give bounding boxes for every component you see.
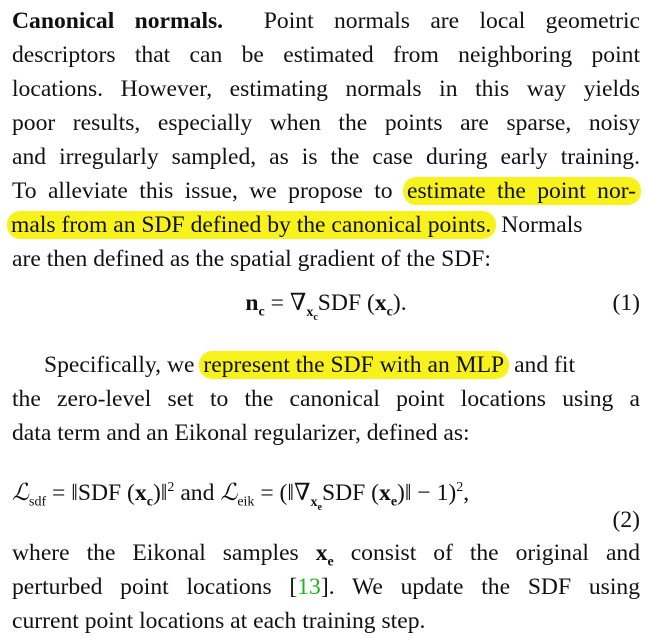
eq-symbol: x — [374, 290, 387, 316]
eq-symbol: ℒ — [220, 477, 238, 506]
eq-subscript: e — [390, 494, 398, 510]
paragraph-line: data term and an Eikonal regularizer, defined as: — [12, 420, 470, 446]
paragraph-line — [12, 570, 640, 604]
eq-symbol: x — [306, 304, 314, 320]
eq-subscript — [306, 304, 318, 323]
eq-operator: = — [260, 479, 274, 506]
highlighted-text: represent the SDF with an MLP — [200, 352, 508, 378]
text-span: Specifically, we — [44, 352, 195, 378]
paragraph-line — [12, 536, 640, 570]
text-span: To alleviate this issue, we propose to — [12, 178, 393, 204]
eq-superscript: 2 — [167, 480, 175, 495]
equation-1 — [12, 283, 640, 323]
eq-function: SDF — [317, 290, 362, 316]
eq-subscript: c — [386, 304, 393, 320]
eq-text: (‖∇ — [279, 479, 311, 506]
eq-subscript: e — [317, 501, 322, 513]
text-span: Point normals are local geometric — [263, 8, 641, 34]
text-span: where the Eikonal samples — [12, 540, 299, 566]
eq-operator: = — [270, 290, 284, 316]
text-span: consist of the original and — [350, 540, 641, 566]
paragraph-line: and irregularly sampled, as is the case during early training. — [12, 144, 640, 170]
eq-symbol: ℒ — [12, 477, 29, 506]
equation-body — [12, 283, 640, 338]
eq-subscript: eik — [237, 494, 255, 510]
eq-operator: ∇ — [289, 290, 307, 316]
section-heading: Canonical normals. — [12, 8, 224, 34]
eq-paren: ) — [392, 290, 401, 316]
paragraph-line — [12, 4, 640, 38]
citation-link[interactable]: 13 — [297, 574, 321, 600]
paragraph-line: current point locations at each training step. — [12, 608, 426, 634]
eq-text: )‖ — [152, 479, 168, 506]
text-span: ]. We update the SDF using — [320, 574, 640, 600]
text-span: perturbed point locations [ — [12, 574, 298, 600]
eq-punct: , — [463, 479, 470, 506]
eq-symbol: x — [310, 494, 318, 510]
eq-operator: = — [52, 479, 66, 506]
highlighted-text: mals from an SDF defined by the canonical points. — [8, 212, 495, 238]
text-span: and fit — [514, 352, 576, 378]
paragraph-line: descriptors that can be estimated from neighboring point — [12, 42, 640, 68]
eq-subscript: c — [258, 304, 265, 320]
eq-paren: ( — [366, 290, 375, 316]
eq-text: ‖SDF ( — [71, 479, 135, 506]
math-subscript: e — [327, 554, 334, 570]
text-span: Normals — [501, 212, 583, 238]
paragraph-line: are then defined as the spatial gradient of the SDF: — [12, 246, 491, 272]
paragraph-line — [12, 348, 640, 382]
eq-symbol: x — [379, 479, 391, 506]
eq-text: and — [180, 479, 215, 506]
math-symbol: x — [315, 540, 328, 566]
paragraph-line — [12, 208, 640, 242]
eq-text: )‖ − 1) — [397, 479, 457, 506]
paragraph-line: the zero-level set to the canonical point locations using a — [12, 386, 640, 412]
eq-symbol: n — [245, 290, 259, 316]
equation-number: (2) — [612, 507, 640, 533]
paragraph-line: locations. However, estimating normals in this way yields — [12, 76, 640, 102]
eq-subscript: c — [146, 494, 153, 510]
eq-superscript: 2 — [456, 480, 464, 495]
eq-text: SDF ( — [321, 479, 380, 506]
equation-2-number-row — [12, 500, 640, 540]
eq-punct: . — [400, 290, 407, 316]
highlighted-text: estimate the point nor- — [404, 178, 640, 204]
equation-number: (1) — [612, 290, 640, 316]
paragraph-line — [12, 174, 640, 208]
eq-symbol: x — [134, 479, 147, 506]
eq-subscript: c — [313, 311, 318, 323]
eq-subscript: sdf — [29, 494, 47, 510]
paragraph-line: poor results, especially when the points are sparse, noisy — [12, 110, 640, 136]
